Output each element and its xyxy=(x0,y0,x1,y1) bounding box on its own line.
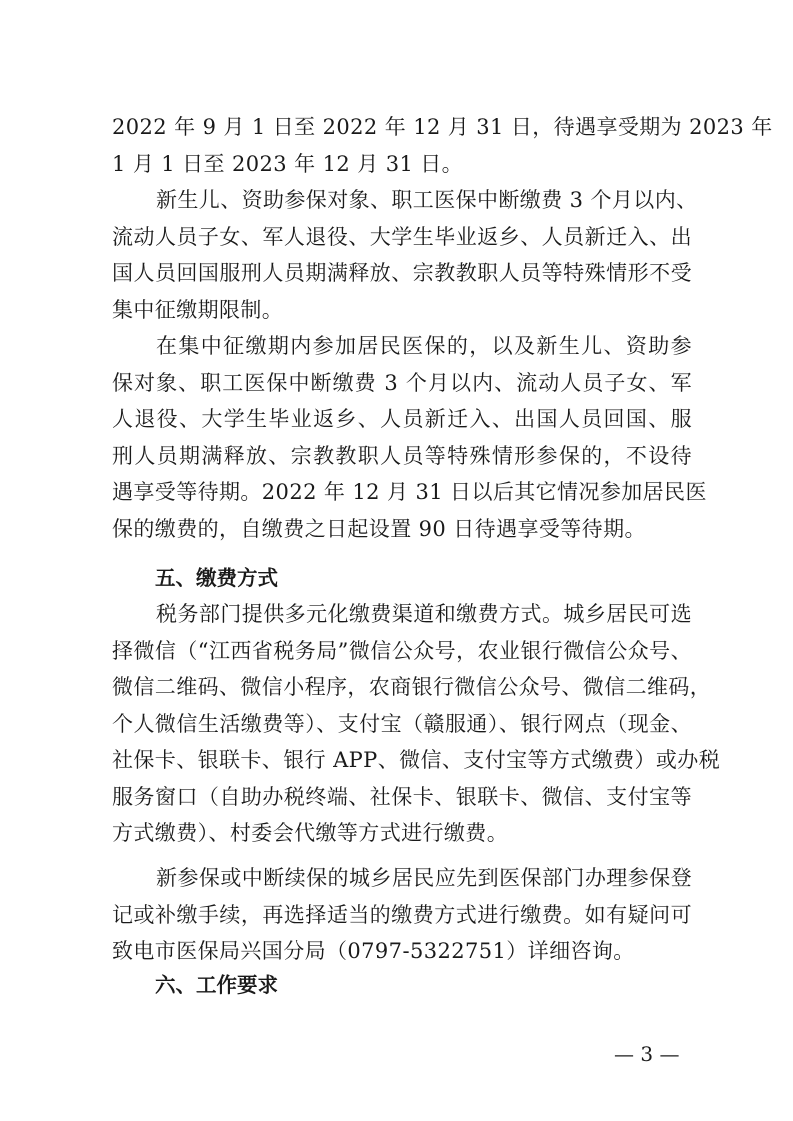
paragraph-line: 税务部门提供多元化缴费渠道和缴费方式。城乡居民可选 xyxy=(156,602,692,626)
paragraph-line: 在集中征缴期内参加居民医保的，以及新生儿、资助参 xyxy=(156,334,692,358)
paragraph-line: 致电市医保局兴国分局（0797-5322751）详细咨询。 xyxy=(112,939,635,963)
document-body-upper xyxy=(112,109,773,547)
paragraph-line: 新生儿、资助参保对象、职工医保中断缴费 3 个月以内、 xyxy=(156,188,698,212)
paragraph-line: 社保卡、银联卡、银行 APP、微信、支付宝等方式缴费）或办税 xyxy=(112,748,721,772)
document-body-consult xyxy=(112,860,692,970)
page-number: — 3 — xyxy=(614,1042,680,1066)
paragraph-line: 2022 年 9 月 1 日至 2022 年 12 月 31 日，待遇享受期为 2023 年 xyxy=(112,115,773,139)
paragraph-line: 遇享受等待期。2022 年 12 月 31 日以后其它情况参加居民医 xyxy=(112,480,707,504)
paragraph-line: 方式缴费）、村委会代缴等方式进行缴费。 xyxy=(112,821,509,845)
paragraph-line: 1 月 1 日至 2023 年 12 月 31 日。 xyxy=(112,151,464,176)
document-body-payment xyxy=(112,596,721,852)
paragraph-line: 国人员回国服刑人员期满释放、宗教教职人员等特殊情形不受 xyxy=(112,261,692,285)
paragraph-line: 保对象、职工医保中断缴费 3 个月以内、流动人员子女、军 xyxy=(112,370,692,395)
paragraph-line: 保的缴费的，自缴费之日起设置 90 日待遇享受等待期。 xyxy=(112,516,646,541)
section-heading-payment-methods: 五、缴费方式 xyxy=(155,566,278,590)
paragraph-line: 集中征缴期限制。 xyxy=(112,297,284,322)
paragraph-line: 刑人员期满释放、宗教教职人员等特殊情形参保的，不设待 xyxy=(112,443,692,468)
paragraph-line: 择微信（“江西省税务局”微信公众号，农业银行微信公众号、 xyxy=(112,638,692,663)
paragraph-line: 微信二维码、微信小程序，农商银行微信公众号、微信二维码， xyxy=(112,675,712,699)
paragraph-line: 人退役、大学生毕业返乡、人员新迁入、出国人员回国、服 xyxy=(112,407,692,431)
paragraph-line: 新参保或中断续保的城乡居民应先到医保部门办理参保登 xyxy=(156,866,692,890)
paragraph-line: 个人微信生活缴费等）、支付宝（赣服通）、银行网点（现金、 xyxy=(112,711,692,736)
paragraph-line: 服务窗口（自助办税终端、社保卡、银联卡、微信、支付宝等 xyxy=(112,784,692,809)
paragraph-line: 记或补缴手续，再选择适当的缴费方式进行缴费。如有疑问可 xyxy=(112,902,692,927)
section-heading-work-requirements: 六、工作要求 xyxy=(155,973,278,997)
paragraph-line: 流动人员子女、军人退役、大学生毕业返乡、人员新迁入、出 xyxy=(112,224,692,249)
